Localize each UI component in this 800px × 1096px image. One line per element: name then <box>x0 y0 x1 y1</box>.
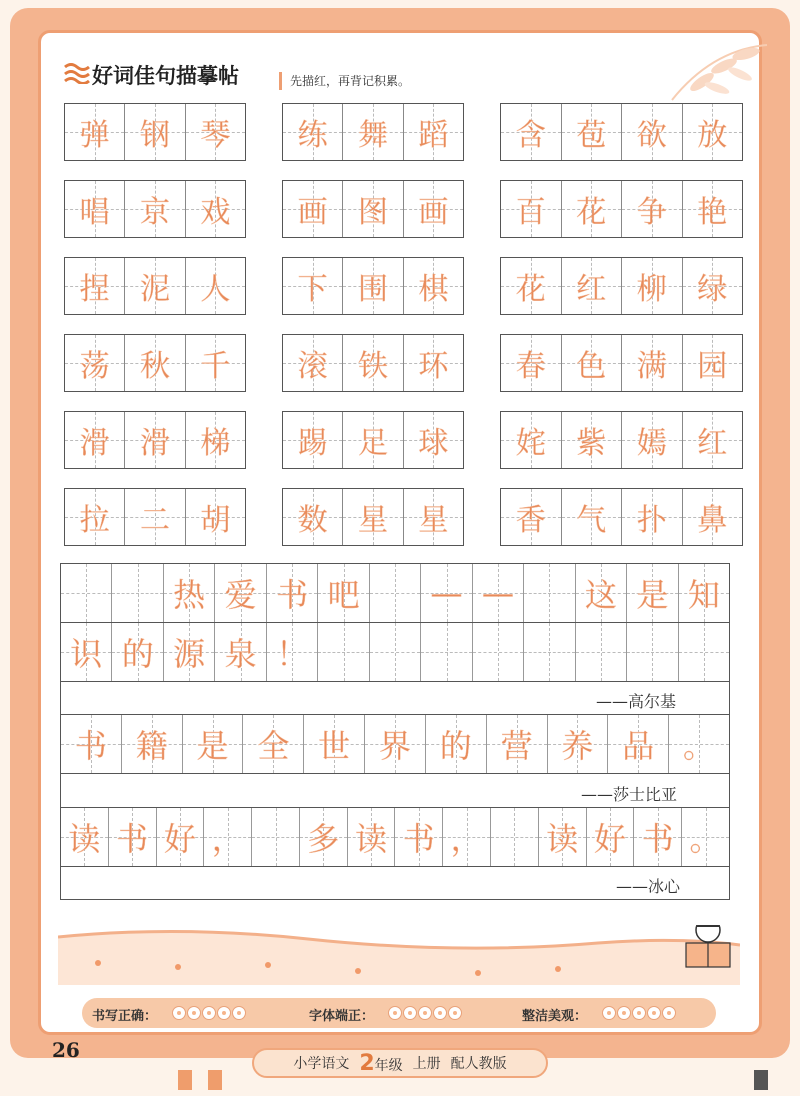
trace-char: 泥 <box>139 272 170 307</box>
char-cell[interactable] <box>252 808 300 866</box>
trace-char: 二 <box>139 503 170 538</box>
trace-char: 。 <box>683 727 716 765</box>
char-cell[interactable] <box>65 489 125 545</box>
char-cell[interactable] <box>669 715 729 773</box>
char-cell[interactable] <box>186 181 245 237</box>
flower-icon[interactable] <box>388 1006 402 1020</box>
char-cell[interactable] <box>501 489 562 545</box>
char-cell[interactable] <box>183 715 244 773</box>
trace-char: 源 <box>173 635 206 673</box>
char-cell[interactable] <box>622 181 683 237</box>
char-cell[interactable] <box>365 715 426 773</box>
trace-char: 好 <box>593 820 626 858</box>
word-box <box>500 488 743 546</box>
flower-icon[interactable] <box>403 1006 417 1020</box>
quote-3-author: ——冰心 <box>616 877 681 896</box>
trace-char: 红 <box>576 272 607 307</box>
trace-char: 这 <box>584 576 617 614</box>
trace-char: 气 <box>576 503 607 538</box>
char-cell[interactable] <box>283 412 343 468</box>
word-box <box>282 334 464 392</box>
char-cell[interactable] <box>576 623 627 681</box>
page-tab <box>208 1070 222 1090</box>
trace-char: 春 <box>515 349 546 384</box>
char-cell[interactable] <box>562 412 623 468</box>
trace-char: 读 <box>355 820 388 858</box>
char-cell[interactable] <box>562 104 623 160</box>
word-box <box>282 257 464 315</box>
rating-flowers-clean[interactable] <box>602 1006 676 1020</box>
flower-icon[interactable] <box>617 1006 631 1020</box>
char-cell[interactable] <box>122 715 183 773</box>
trace-char: 捏 <box>79 272 110 307</box>
trace-char: 画 <box>297 195 328 230</box>
trace-char: 多 <box>307 820 340 858</box>
trace-char: 。 <box>689 820 722 858</box>
trace-char: 足 <box>357 426 388 461</box>
char-cell[interactable] <box>421 564 472 622</box>
flower-icon[interactable] <box>202 1006 216 1020</box>
char-cell[interactable] <box>109 808 157 866</box>
word-box <box>64 103 246 161</box>
volume-label: 上册 <box>412 1056 441 1072</box>
trace-char: 园 <box>697 349 728 384</box>
trace-char: 唱 <box>79 195 110 230</box>
char-cell[interactable] <box>343 335 403 391</box>
char-cell[interactable] <box>491 808 539 866</box>
trace-char: 读 <box>546 820 579 858</box>
char-cell[interactable] <box>283 181 343 237</box>
trace-char: 绿 <box>697 272 728 307</box>
trace-char: 姹 <box>515 426 546 461</box>
trace-char: 图 <box>357 195 388 230</box>
flower-icon[interactable] <box>187 1006 201 1020</box>
trace-char: 练 <box>297 118 328 153</box>
trace-char: 蹈 <box>418 118 449 153</box>
char-cell[interactable] <box>112 623 163 681</box>
char-cell[interactable] <box>61 715 122 773</box>
trace-char: 红 <box>697 426 728 461</box>
trace-char: 欲 <box>636 118 667 153</box>
word-box <box>500 411 743 469</box>
word-box <box>64 334 246 392</box>
trace-char: 荡 <box>79 349 110 384</box>
char-cell[interactable] <box>65 412 125 468</box>
char-cell[interactable] <box>608 715 669 773</box>
char-cell[interactable] <box>61 808 109 866</box>
trace-char: 人 <box>200 272 231 307</box>
char-cell[interactable] <box>343 258 403 314</box>
trace-char: 的 <box>439 727 472 765</box>
char-cell[interactable] <box>622 489 683 545</box>
trace-char: 养 <box>561 727 594 765</box>
trace-char: 千 <box>200 349 231 384</box>
flower-icon[interactable] <box>448 1006 462 1020</box>
char-cell[interactable] <box>125 412 185 468</box>
trace-char: 下 <box>297 272 328 307</box>
ground-illustration <box>58 925 740 985</box>
char-cell[interactable] <box>125 489 185 545</box>
flower-icon[interactable] <box>172 1006 186 1020</box>
word-box <box>64 180 246 238</box>
char-cell[interactable] <box>125 335 185 391</box>
trace-char: 书 <box>402 820 435 858</box>
word-box <box>64 488 246 546</box>
char-cell[interactable] <box>164 623 215 681</box>
word-box <box>282 411 464 469</box>
char-cell[interactable] <box>164 564 215 622</box>
grade-number: 2 <box>359 1050 375 1076</box>
trace-char: 胡 <box>200 503 231 538</box>
char-cell[interactable] <box>283 335 343 391</box>
trace-char: 吧 <box>327 576 360 614</box>
char-cell[interactable] <box>186 489 245 545</box>
char-cell[interactable] <box>627 623 678 681</box>
char-cell[interactable] <box>348 808 396 866</box>
trace-char: 争 <box>636 195 667 230</box>
word-box <box>500 257 743 315</box>
trace-char: 读 <box>68 820 101 858</box>
word-box <box>282 103 464 161</box>
char-cell[interactable] <box>622 258 683 314</box>
trace-char: 舞 <box>357 118 388 153</box>
char-cell[interactable] <box>622 412 683 468</box>
trace-char: 钢 <box>139 118 170 153</box>
quote-1-author: ——高尔基 <box>596 692 677 711</box>
section-instruction: 先描红，再背记积累。 <box>290 74 411 88</box>
trace-char: ！ <box>276 635 309 673</box>
char-cell[interactable] <box>125 258 185 314</box>
trace-char: 籍 <box>135 727 168 765</box>
book-info-footer <box>252 1048 548 1078</box>
trace-char: 花 <box>576 195 607 230</box>
char-cell[interactable] <box>186 104 245 160</box>
trace-char: 紫 <box>576 426 607 461</box>
trace-char: 识 <box>70 635 103 673</box>
char-cell[interactable] <box>404 335 463 391</box>
char-cell[interactable] <box>524 564 575 622</box>
rating-label-accuracy: 书写正确： <box>92 1009 158 1024</box>
trace-char: 星 <box>418 503 449 538</box>
char-cell[interactable] <box>343 104 403 160</box>
char-cell[interactable] <box>501 412 562 468</box>
trace-char: — <box>430 574 463 612</box>
trace-char: 苞 <box>576 118 607 153</box>
trace-char: 滑 <box>139 426 170 461</box>
trace-char: 拉 <box>79 503 110 538</box>
char-cell[interactable] <box>627 564 678 622</box>
rating-label-neatness: 字体端正： <box>309 1009 375 1024</box>
char-cell[interactable] <box>683 335 743 391</box>
leaf-decoration-icon <box>662 40 772 110</box>
trace-char: 是 <box>196 727 229 765</box>
title-divider <box>279 72 282 90</box>
char-cell[interactable] <box>157 808 205 866</box>
trace-char: 品 <box>622 727 655 765</box>
subject-label: 小学语文 <box>293 1056 350 1072</box>
trace-char: 球 <box>418 426 449 461</box>
word-box <box>500 180 743 238</box>
char-cell[interactable] <box>524 623 575 681</box>
trace-char: ， <box>450 820 483 858</box>
rating-flowers-accuracy[interactable] <box>172 1006 246 1020</box>
trace-char: 鼻 <box>697 503 728 538</box>
trace-char: 艳 <box>697 195 728 230</box>
trace-char: 戏 <box>200 195 231 230</box>
char-cell[interactable] <box>683 489 743 545</box>
char-cell[interactable] <box>343 181 403 237</box>
flower-icon[interactable] <box>632 1006 646 1020</box>
trace-char: — <box>481 574 514 612</box>
quote-1-line-2 <box>61 623 729 681</box>
trace-char: 琴 <box>200 118 231 153</box>
trace-char: 花 <box>515 272 546 307</box>
trace-char: 滑 <box>79 426 110 461</box>
rating-flowers-neatness[interactable] <box>388 1006 462 1020</box>
grid-line <box>61 773 729 774</box>
char-cell[interactable] <box>539 808 587 866</box>
char-cell[interactable] <box>562 489 623 545</box>
char-cell[interactable] <box>395 808 443 866</box>
char-cell[interactable] <box>267 623 318 681</box>
flower-icon[interactable] <box>232 1006 246 1020</box>
page-tab <box>754 1070 768 1090</box>
char-cell[interactable] <box>65 335 125 391</box>
trace-char: 放 <box>697 118 728 153</box>
trace-char: 书 <box>74 727 107 765</box>
flower-icon[interactable] <box>217 1006 231 1020</box>
char-cell[interactable] <box>501 258 562 314</box>
char-cell[interactable] <box>65 104 125 160</box>
word-box <box>64 411 246 469</box>
trace-char: ， <box>211 820 244 858</box>
char-cell[interactable] <box>501 335 562 391</box>
trace-char: 京 <box>139 195 170 230</box>
char-cell[interactable] <box>318 623 369 681</box>
flower-icon[interactable] <box>662 1006 676 1020</box>
trace-char: 环 <box>418 349 449 384</box>
quote-2-line <box>61 715 729 773</box>
char-cell[interactable] <box>65 181 125 237</box>
char-cell[interactable] <box>404 412 463 468</box>
flower-icon[interactable] <box>647 1006 661 1020</box>
flower-icon[interactable] <box>433 1006 447 1020</box>
trace-char: 弹 <box>79 118 110 153</box>
page-tab <box>178 1070 192 1090</box>
trace-char: 星 <box>357 503 388 538</box>
trace-char: 围 <box>357 272 388 307</box>
char-cell[interactable] <box>243 715 304 773</box>
trace-char: 的 <box>121 635 154 673</box>
char-cell[interactable] <box>683 104 743 160</box>
grid-line <box>61 681 729 682</box>
grid-line <box>61 866 729 867</box>
char-cell[interactable] <box>473 564 524 622</box>
trace-char: 全 <box>257 727 290 765</box>
trace-char: 营 <box>500 727 533 765</box>
char-cell[interactable] <box>186 258 245 314</box>
trace-char: 踢 <box>297 426 328 461</box>
char-cell[interactable] <box>300 808 348 866</box>
trace-char: 百 <box>515 195 546 230</box>
char-cell[interactable] <box>283 104 343 160</box>
trace-char: 嫣 <box>636 426 667 461</box>
char-cell[interactable] <box>61 623 112 681</box>
trace-char: 知 <box>687 576 720 614</box>
char-cell[interactable] <box>587 808 635 866</box>
char-cell[interactable] <box>318 564 369 622</box>
char-cell[interactable] <box>186 335 245 391</box>
flower-icon[interactable] <box>602 1006 616 1020</box>
trace-char: 香 <box>515 503 546 538</box>
section-title: 好词佳句描摹帖 <box>92 64 239 88</box>
char-cell[interactable] <box>487 715 548 773</box>
trace-char: 好 <box>163 820 196 858</box>
char-cell[interactable] <box>304 715 365 773</box>
reading-child-icon <box>686 925 730 967</box>
trace-char: 扑 <box>636 503 667 538</box>
wave-icon <box>64 62 90 84</box>
trace-char: 世 <box>318 727 351 765</box>
char-cell[interactable] <box>622 335 683 391</box>
quote-1-line-1 <box>61 564 729 622</box>
char-cell[interactable] <box>61 564 112 622</box>
trace-char: 书 <box>276 576 309 614</box>
char-cell[interactable] <box>473 623 524 681</box>
char-cell[interactable] <box>343 412 403 468</box>
char-cell[interactable] <box>562 181 623 237</box>
flower-icon[interactable] <box>418 1006 432 1020</box>
sentence-tracing-area <box>60 563 730 900</box>
char-cell[interactable] <box>562 258 623 314</box>
trace-char: 书 <box>641 820 674 858</box>
char-cell[interactable] <box>683 181 743 237</box>
char-cell[interactable] <box>622 104 683 160</box>
trace-char: 书 <box>116 820 149 858</box>
char-cell[interactable] <box>576 564 627 622</box>
word-box <box>282 180 464 238</box>
word-box <box>282 488 464 546</box>
char-cell[interactable] <box>421 623 472 681</box>
quote-3-line <box>61 808 729 866</box>
char-cell[interactable] <box>426 715 487 773</box>
trace-char: 热 <box>173 576 206 614</box>
trace-char: 含 <box>515 118 546 153</box>
char-cell[interactable] <box>683 412 743 468</box>
char-cell[interactable] <box>501 181 562 237</box>
trace-char: 铁 <box>357 349 388 384</box>
char-cell[interactable] <box>404 104 463 160</box>
char-cell[interactable] <box>548 715 609 773</box>
char-cell[interactable] <box>215 564 266 622</box>
char-cell[interactable] <box>112 564 163 622</box>
char-cell[interactable] <box>204 808 252 866</box>
word-box <box>500 334 743 392</box>
char-cell[interactable] <box>370 564 421 622</box>
trace-char: 滚 <box>297 349 328 384</box>
char-cell[interactable] <box>634 808 682 866</box>
char-cell[interactable] <box>125 181 185 237</box>
char-cell[interactable] <box>679 623 729 681</box>
char-cell[interactable] <box>283 489 343 545</box>
edition-label: 配人教版 <box>450 1056 507 1072</box>
char-cell[interactable] <box>343 489 403 545</box>
char-cell[interactable] <box>404 489 463 545</box>
trace-char: 梯 <box>200 426 231 461</box>
page-number: 26 <box>52 1038 80 1062</box>
char-cell[interactable] <box>267 564 318 622</box>
trace-char: 秋 <box>139 349 170 384</box>
trace-char: 色 <box>576 349 607 384</box>
word-box <box>64 257 246 315</box>
char-cell[interactable] <box>682 808 729 866</box>
char-cell[interactable] <box>443 808 491 866</box>
trace-char: 泉 <box>224 635 257 673</box>
char-cell[interactable] <box>215 623 266 681</box>
char-cell[interactable] <box>679 564 729 622</box>
trace-char: 是 <box>636 576 669 614</box>
trace-char: 柳 <box>636 272 667 307</box>
char-cell[interactable] <box>404 258 463 314</box>
trace-char: 画 <box>418 195 449 230</box>
char-cell[interactable] <box>501 104 562 160</box>
word-box <box>500 103 743 161</box>
char-cell[interactable] <box>283 258 343 314</box>
trace-char: 界 <box>378 727 411 765</box>
char-cell[interactable] <box>404 181 463 237</box>
trace-char: 爱 <box>224 576 257 614</box>
char-cell[interactable] <box>65 258 125 314</box>
char-cell[interactable] <box>562 335 623 391</box>
rating-label-clean: 整洁美观： <box>522 1009 588 1024</box>
char-cell[interactable] <box>370 623 421 681</box>
quote-2-author: ——莎士比亚 <box>581 785 678 804</box>
trace-char: 满 <box>636 349 667 384</box>
char-cell[interactable] <box>683 258 743 314</box>
char-cell[interactable] <box>186 412 245 468</box>
trace-char: 数 <box>297 503 328 538</box>
trace-char: 棋 <box>418 272 449 307</box>
grade-word: 年级 <box>374 1057 403 1074</box>
char-cell[interactable] <box>125 104 185 160</box>
